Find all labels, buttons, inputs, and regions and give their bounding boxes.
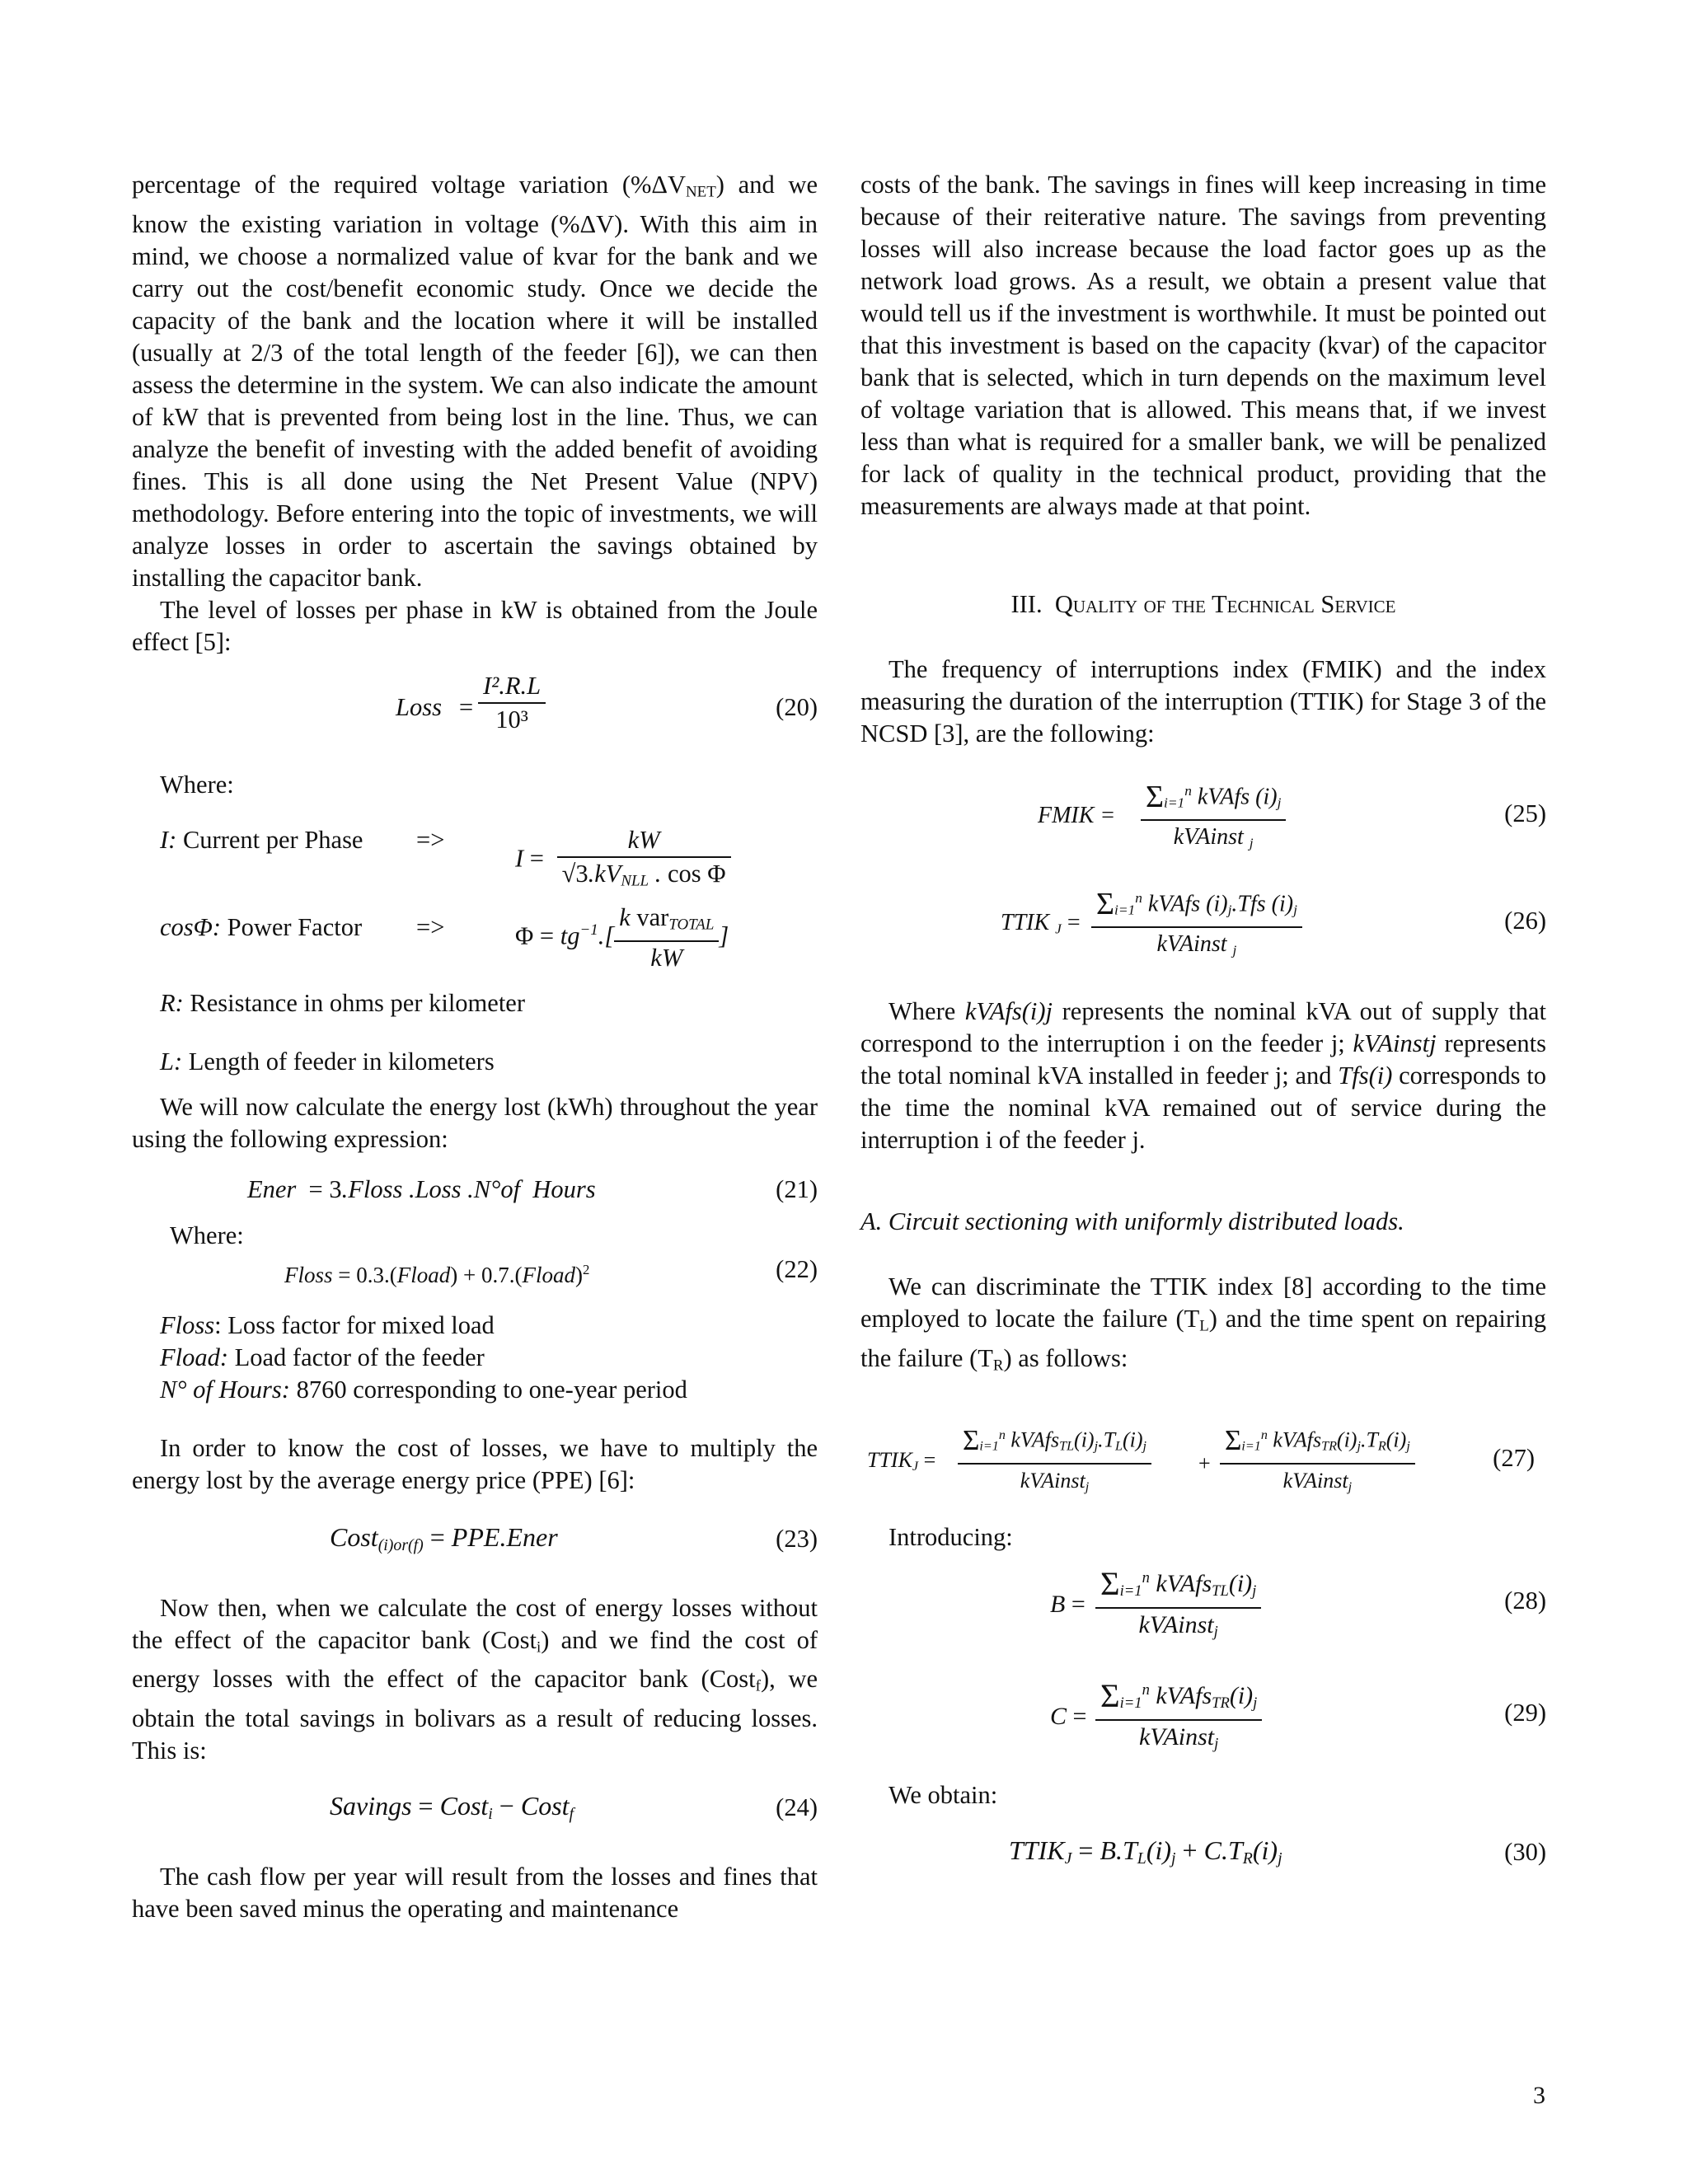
paragraph-energy: We will now calculate the energy lost (kWh) throughout the year using the following expression: xyxy=(132,1092,818,1153)
equation-30: $TTIK_J = B.T_L(i)_j + C.T_R(i)_j$ (30) xyxy=(1009,1835,1546,1868)
where-label-1: Where: xyxy=(160,770,234,799)
paragraph-joule: The level of losses per phase in kW is obtained from the Joule effect [5]: xyxy=(132,595,818,656)
equation-22: Floss = 0.3.(Fload) + 0.7.(Fload)$^2$ (22) xyxy=(284,1254,818,1287)
equation-29: C = $\Sigma_{i=1}^n$ $kVAfs_{TR}(i)_j$ kVAinst$_j$ (29) xyxy=(860,1674,1546,1756)
paragraph-indices: The frequency of interruptions index (FMIK) and the index measuring the duration of the interruption (TTIK) for Stage 3 of the NCSD [3], are the following: xyxy=(860,655,1546,748)
paragraph-where-definitions: Where kVAfs(i)j represents the nominal kVA out of supply that correspond to the interruption i on the feeder j; kVAinstj represents the total nominal kVA installed in feeder j; and Tfs(i) corresponds to the time the nominal kVA remained out of service during the interruption i of the feeder j. xyxy=(860,997,1546,1154)
equation-24: Savings = Cost$_i$ − Cost$_f$ (24) xyxy=(330,1791,818,1824)
equation-23: Cost$_{(i)or(f)}$ = PPE.Ener (23) xyxy=(330,1521,818,1554)
equation-27: $TTIK_J$ = $\Sigma_{i=1}^n$ $kVAfs_{TL}(i)_j.T_L(i)_j$ kVAinst$_j$ + $\Sigma_{i=1}^n$ $kVAfs_{TR}(i)_j.T_R(i)_j$ kVAinst$_j$ (27) xyxy=(860,1419,1546,1502)
paragraph-ttik: We can discriminate the TTIK index [8] according to the time employed to locate the failure $(T_L)$ and the time spent on repairing the failure $(T_R)$ as follows: xyxy=(860,1272,1546,1375)
def-resistance: R: Resistance in ohms per kilometer xyxy=(160,988,525,1017)
def-hours: N° of Hours: 8760 corresponding to one-year period xyxy=(160,1375,687,1404)
def-floss: Floss: Loss factor for mixed load xyxy=(160,1310,495,1339)
left-column xyxy=(132,169,818,1925)
subsection-heading: A. Circuit sectioning with uniformly distributed loads. xyxy=(860,1207,1404,1235)
def-length: L: Length of feeder in kilometers xyxy=(160,1047,495,1076)
where-label-2: Where: xyxy=(170,1221,244,1249)
paragraph-savings: Now then, when we calculate the cost of energy losses without the effect of the capacitor bank (Cost$_i$) and we find the cost of energy losses with the effect of the capacitor bank (Cost$_f$), we obtain the total savings in bolivars as a result of reducing losses. This is: xyxy=(132,1593,818,1765)
paragraph-intro: percentage of the required voltage variation $(\%\Delta V_{NET})$ and we know the existing variation in voltage (%ΔV). With this aim in mind, we choose a normalized value of kvar for the bank and we carry out the cost/benefit economic study. Once we decide the capacity of the bank and the location where it will be installed (usually at 2/3 of the total length of the feeder [6]), we can then assess the determine in the system. We can also indicate the amount of kW that is prevented from being lost in the line. Thus, we can analyze the benefit of investing with the added benefit of avoiding fines. This is all done using the Net Present Value (NPV) methodology. Before entering into the topic of investments, we will analyze losses in order to ascertain the savings obtained by installing the capacitor bank. xyxy=(132,171,818,592)
def-fload: Fload: Load factor of the feeder xyxy=(160,1343,485,1371)
introducing-label: Introducing: xyxy=(889,1523,1013,1552)
equation-20: Loss = $\frac{\text{I².R.L}}{\text{10³}}$ (20) xyxy=(396,671,818,733)
equation-21: Ener = 3.Floss .Loss .N°of Hours (21) xyxy=(247,1174,818,1203)
right-column xyxy=(860,169,1546,1879)
paragraph-continued: costs of the bank. The savings in fines will keep increasing in time because of their reiterative nature. The savings from preventing losses will also increase because the load factor goes up as the network load grows. As a result, we obtain a present value that would tell us if the investment is worthwhile. It must be pointed out that this investment is based on the capacity (kvar) of the capacitor bank that is selected, which in turn depends on the maximum level of voltage variation that is allowed. This means that, if we invest less than what is required for a smaller bank, we will be penalized for lack of quality in the technical product, providing that the measurements are always made at that point. xyxy=(860,171,1546,520)
paragraph-cost: In order to know the cost of losses, we have to multiply the energy lost by the average energy price (PPE) [6]: xyxy=(132,1433,818,1494)
section-heading: III. Quality of the Technical Service xyxy=(1010,590,1396,618)
paragraph-cashflow: The cash flow per year will result from the losses and fines that have been saved minus the operating and maintenance xyxy=(132,1863,818,1924)
def-current: I: Current per Phase => I = $\frac{kW}{√3.kV_{NLL} . \cos \Phi}$ xyxy=(132,824,818,874)
we-obtain-label: We obtain: xyxy=(889,1781,998,1810)
equation-26: TTIK $_J$ = $\Sigma_{i=1}^n$ kVAfs $(i)_j.Tfs$ $(i)_j$ kVAinst $_j$ (26) xyxy=(860,882,1546,964)
equation-28: B = $\Sigma_{i=1}^n$ $kVAfs_{TL}(i)_j$ kVAinst$_j$ (28) xyxy=(860,1562,1546,1644)
def-power-factor: cosΦ: Power Factor => $\Phi = tg^{-1}$.[ $\frac{k var_{TOTAL}}{kW}$ ] xyxy=(160,902,729,972)
page-number: 3 xyxy=(1533,2082,1545,2109)
equation-25: FMIK = $\Sigma_{i=1}^n$ kVAfs $(i)_j$ kVAinst $_j$ (25) xyxy=(860,775,1546,857)
